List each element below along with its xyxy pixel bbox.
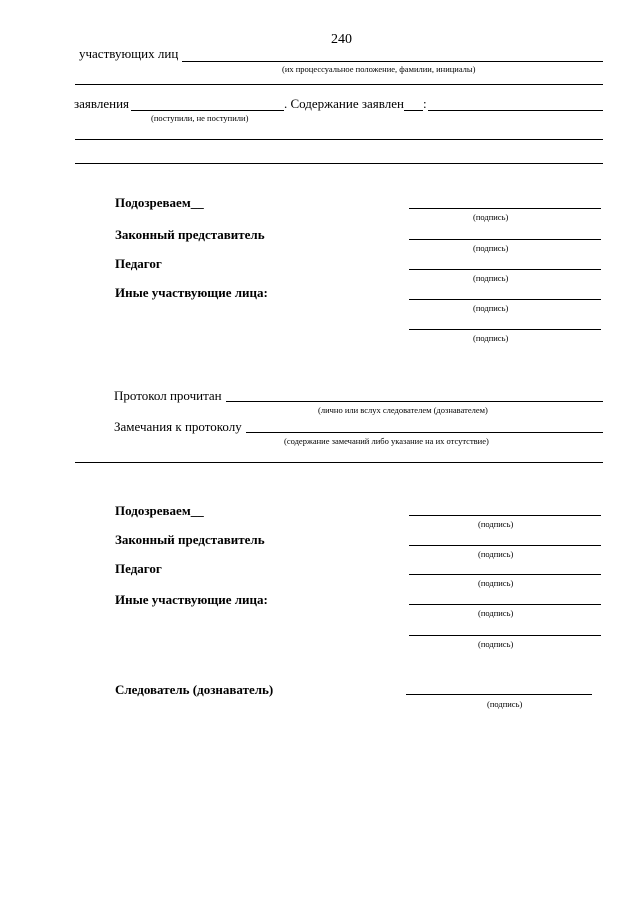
teacher-signature-caption-1: (подпись) <box>473 273 509 283</box>
investigator-signature-caption: (подпись) <box>487 699 523 709</box>
remarks-field-line-2[interactable] <box>75 462 603 463</box>
suspect-signature-caption-1: (подпись) <box>473 212 509 222</box>
teacher-label-1: Педагог <box>115 256 162 271</box>
investigator-label: Следователь (дознаватель) <box>115 682 274 697</box>
statements-label: заявления <box>74 96 130 111</box>
investigator-signature-line[interactable] <box>406 694 592 695</box>
legal-rep-signature-caption-2: (подпись) <box>478 549 514 559</box>
participants-field-line-2[interactable] <box>75 84 603 85</box>
participants-field[interactable] <box>182 61 603 62</box>
teacher-label-2: Педагог <box>115 561 162 576</box>
content-field-line-2[interactable] <box>75 139 603 140</box>
suspect-label-2: Подозреваем__ <box>115 503 204 518</box>
suspect-signature-caption-2: (подпись) <box>478 519 514 529</box>
legal-rep-signature-line-2[interactable] <box>409 545 601 546</box>
participants-caption: (их процессуальное положение, фамилии, инициалы) <box>282 64 476 74</box>
teacher-signature-line-2[interactable] <box>409 574 601 575</box>
remarks-field[interactable] <box>246 432 603 433</box>
content-field-line-3[interactable] <box>75 163 603 164</box>
other-signature-line-2b[interactable] <box>409 635 601 636</box>
suspect-signature-line-1[interactable] <box>409 208 601 209</box>
page-number: 240 <box>331 32 352 47</box>
protocol-read-caption: (лично или вслух следователем (дознавателем) <box>318 405 488 415</box>
content-colon: : <box>423 96 427 111</box>
content-field[interactable] <box>428 110 603 111</box>
other-participants-label-1: Иные участвующие лица: <box>115 285 268 300</box>
other-signature-caption-1a: (подпись) <box>473 303 509 313</box>
teacher-signature-line-1[interactable] <box>409 269 601 270</box>
other-participants-label-2: Иные участвующие лица: <box>115 592 268 607</box>
teacher-signature-caption-2: (подпись) <box>478 578 514 588</box>
other-signature-caption-2b: (подпись) <box>478 639 514 649</box>
other-signature-caption-1b: (подпись) <box>473 333 509 343</box>
suspect-blank-1: __ <box>190 195 204 210</box>
content-label: . Содержание заявлен <box>284 96 404 111</box>
suspect-blank-2: __ <box>190 503 204 518</box>
other-signature-line-1a[interactable] <box>409 299 601 300</box>
statements-field[interactable] <box>131 110 284 111</box>
legal-rep-signature-line-1[interactable] <box>409 239 601 240</box>
other-signature-line-1b[interactable] <box>409 329 601 330</box>
content-blank[interactable] <box>404 110 423 111</box>
suspect-label-1: Подозреваем__ <box>115 195 204 210</box>
legal-rep-signature-caption-1: (подпись) <box>473 243 509 253</box>
other-signature-line-2a[interactable] <box>409 604 601 605</box>
other-signature-caption-2a: (подпись) <box>478 608 514 618</box>
protocol-read-field[interactable] <box>226 401 603 402</box>
legal-rep-label-1: Законный представитель <box>115 227 265 242</box>
protocol-read-label: Протокол прочитан <box>114 388 222 403</box>
participants-label: участвующих лиц <box>79 46 179 61</box>
legal-rep-label-2: Законный представитель <box>115 532 265 547</box>
remarks-label: Замечания к протоколу <box>114 419 242 434</box>
remarks-caption: (содержание замечаний либо указание на их отсутствие) <box>284 436 489 446</box>
suspect-signature-line-2[interactable] <box>409 515 601 516</box>
statements-caption: (поступили, не поступили) <box>151 113 249 123</box>
